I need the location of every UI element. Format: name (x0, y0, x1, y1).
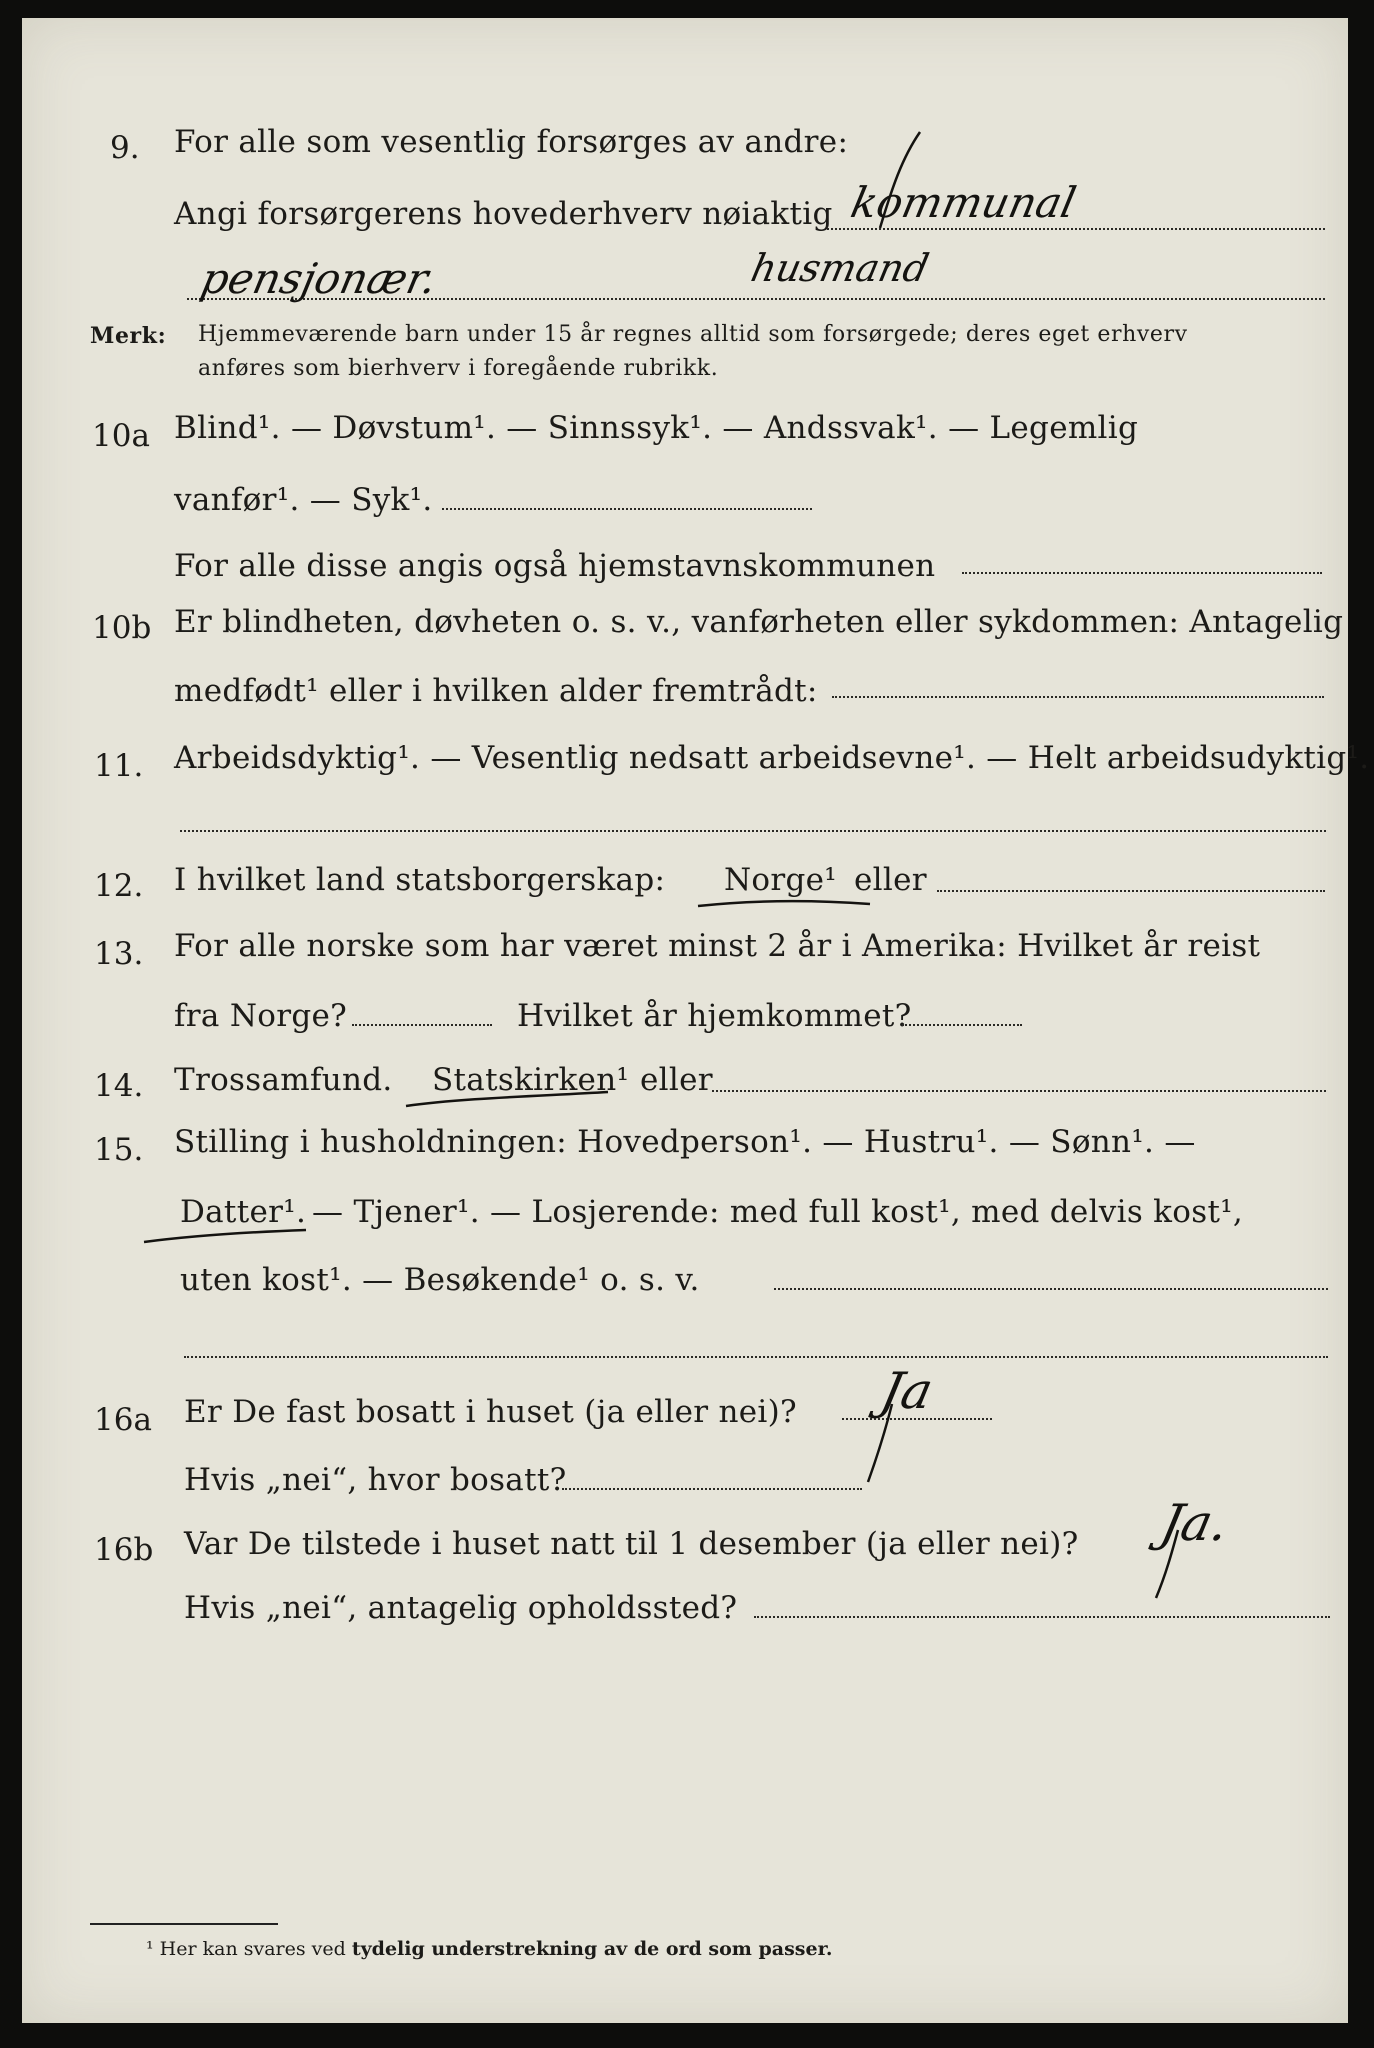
q14-pre: Trossamfund. (174, 1062, 393, 1098)
q9-answer-kommunal: kommunal (846, 178, 1081, 227)
merk-label: Merk: (90, 323, 167, 349)
footnote-bold: tydelig understrekning av de ord som passer. (351, 1938, 833, 1960)
q15-number: 15. (94, 1132, 144, 1168)
q13-reist-field (352, 1024, 492, 1026)
q11-line1: Arbeidsdyktig¹. — Vesentlig nedsatt arbeidsevne¹. — Helt arbeidsudyktig¹. (174, 740, 1370, 776)
handwritten-underline-datter (140, 1222, 310, 1252)
q9-line2: Angi forsørgerens hovederhverv nøiaktig (174, 196, 833, 232)
q16b-line2: Hvis „nei“, antagelig opholdssted? (184, 1590, 738, 1626)
q15-line2: — Tjener¹. — Losjerende: med full kost¹, med delvis kost¹, (312, 1194, 1244, 1230)
footnote-mark: ¹ (146, 1938, 154, 1960)
q9-answer-husmand: husmand (747, 246, 933, 290)
q13-number: 13. (94, 936, 144, 972)
q9-number: 9. (110, 130, 140, 166)
footnote-plain: Her kan svares ved (159, 1938, 346, 1960)
merk-line2: anføres som bierhverv i foregående rubrikk. (198, 356, 719, 381)
census-form-page (22, 18, 1370, 2023)
q10b-line1: Er blindheten, døvheten o. s. v., vanførheten eller sykdommen: Antagelig (174, 604, 1344, 640)
handwritten-stroke (1142, 1524, 1202, 1604)
q13-line2b: Hvilket år hjemkommet? (517, 998, 912, 1034)
q10b-line2: medfødt¹ eller i hvilken alder fremtrådt: (174, 673, 818, 709)
q12-number: 12. (94, 868, 144, 904)
q11-field (180, 830, 1326, 832)
footnote-rule (90, 1923, 278, 1925)
q9-line1: For alle som vesentlig forsørges av andre: (174, 124, 849, 160)
q15-line3: uten kost¹. — Besøkende¹ o. s. v. (180, 1262, 700, 1298)
q14-post: eller (640, 1062, 713, 1098)
q10a-line1: Blind¹. — Døvstum¹. — Sinnssyk¹. — Andssvak¹. — Legemlig (174, 410, 1139, 446)
q13-hjemkommet-field (902, 1024, 1022, 1026)
q10a-line2: vanfør¹. — Syk¹. (174, 482, 433, 518)
q16b-field (754, 1616, 1330, 1618)
q12-pre: I hvilket land statsborgerskap: (174, 862, 666, 898)
q15-field-1 (774, 1288, 1328, 1290)
q9-answer-pensjonaer: pensjonær. (196, 254, 442, 303)
handwritten-underline-norge (694, 894, 874, 914)
q10b-field (832, 696, 1324, 698)
handwritten-stroke (872, 128, 932, 238)
q15-field-2 (184, 1356, 1328, 1358)
handwritten-stroke (852, 1398, 912, 1488)
q11-number: 11. (94, 748, 144, 784)
q12-field (937, 890, 1325, 892)
q10b-number: 10b (92, 610, 152, 646)
q12-norge: Norge¹ (724, 862, 838, 898)
q13-line1: For alle norske som har været minst 2 år i Amerika: Hvilket år reist (174, 928, 1261, 964)
q16a-number: 16a (94, 1402, 152, 1438)
footnote (146, 1938, 832, 1960)
handwritten-underline-statskirken (402, 1084, 612, 1114)
q14-field (712, 1090, 1326, 1092)
merk-line1: Hjemmeværende barn under 15 år regnes alltid som forsørgede; deres eget erhverv (198, 322, 1188, 347)
q16a-bosatt-field (562, 1488, 862, 1490)
q10a-hjemstavn-field (962, 572, 1322, 574)
q14-statskirken: Statskirken¹ (432, 1062, 630, 1098)
q16b-answer: Ja. (1155, 1494, 1234, 1552)
q14-number: 14. (94, 1068, 144, 1104)
q16a-line1: Er De fast bosatt i huset (ja eller nei)? (184, 1394, 797, 1430)
q16b-line1: Var De tilstede i huset natt til 1 desember (ja eller nei)? (184, 1526, 1079, 1562)
q13-line2a: fra Norge? (174, 998, 348, 1034)
q16a-answer: Ja (875, 1362, 939, 1420)
q16b-number: 16b (94, 1532, 154, 1568)
q10a-number: 10a (92, 418, 150, 454)
q15-datter: Datter¹. (180, 1194, 307, 1230)
q16a-line2: Hvis „nei“, hvor bosatt? (184, 1462, 567, 1498)
q15-line1: Stilling i husholdningen: Hovedperson¹. — Hustru¹. — Sønn¹. — (174, 1124, 1196, 1160)
q10a-syk-field (442, 508, 812, 510)
q12-post: eller (854, 862, 927, 898)
q10a-line3: For alle disse angis også hjemstavnskommunen (174, 548, 936, 584)
